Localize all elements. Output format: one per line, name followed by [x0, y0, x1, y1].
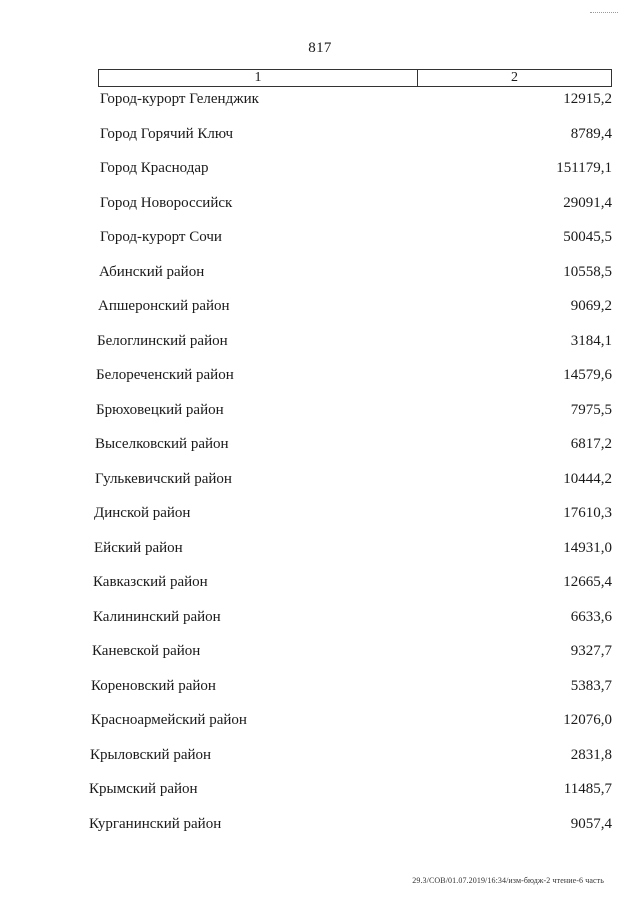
district-name: Белореченский район: [96, 367, 234, 383]
district-name: Выселковский район: [95, 436, 229, 452]
district-name: Город-курорт Геленджик: [100, 91, 259, 107]
district-name: Город-курорт Сочи: [100, 229, 222, 245]
district-name: Крыловский район: [90, 747, 212, 763]
district-value: 5383,7: [570, 678, 612, 694]
district-value: 11485,7: [563, 781, 612, 797]
district-name: Город Горячий Ключ: [100, 126, 234, 142]
district-value: 10444,2: [563, 471, 612, 487]
table-row: [95, 470, 612, 488]
table-row: [93, 573, 612, 591]
district-name: Курганинский район: [89, 816, 222, 832]
table-row: [96, 401, 612, 419]
district-value: 12076,0: [563, 712, 612, 728]
district-name: Брюховецкий район: [96, 402, 224, 418]
district-value: 14931,0: [563, 540, 612, 556]
table-row: [98, 297, 612, 315]
district-name: Каневской район: [92, 643, 201, 659]
district-name: Крымский район: [89, 781, 198, 797]
footer-note: 29.3/СОВ/01.07.2019/16:34/изм-бюдж-2 чтение-6 часть: [412, 876, 604, 885]
district-value: 10558,5: [563, 264, 612, 280]
table-row: [91, 677, 612, 695]
district-name: Абинский район: [99, 264, 205, 280]
district-value: 2831,8: [570, 747, 612, 763]
table-row: [93, 608, 612, 626]
table-row: [100, 125, 612, 143]
district-value: 7975,5: [570, 402, 612, 418]
table-row: [89, 815, 612, 833]
district-value: 29091,4: [563, 195, 612, 211]
table-row: [89, 780, 612, 798]
scan-top-mark: [590, 12, 618, 13]
table-row: [99, 263, 612, 281]
table-row: [95, 435, 612, 453]
district-name: Город Краснодар: [100, 160, 209, 176]
district-name: Кавказский район: [93, 574, 208, 590]
district-name: Кореновский район: [91, 678, 216, 694]
page-number: 817: [308, 40, 332, 56]
table-header-col-2: 2: [511, 70, 518, 85]
table-row: [91, 711, 612, 729]
district-name: Динской район: [94, 505, 191, 521]
table-row: [92, 642, 612, 660]
district-value: 9327,7: [570, 643, 612, 659]
table-row: [90, 746, 612, 764]
district-value: 12665,4: [563, 574, 612, 590]
district-value: 17610,3: [563, 505, 612, 521]
district-name: Гулькевичский район: [95, 471, 232, 487]
district-value: 8789,4: [570, 126, 612, 142]
table-row: [100, 194, 612, 212]
district-value: 9057,4: [570, 816, 612, 832]
district-name: Ейский район: [94, 540, 183, 556]
district-value: 14579,6: [563, 367, 612, 383]
district-value: 6817,2: [570, 436, 612, 452]
table-header-col-1: 1: [99, 70, 418, 86]
table-row: [100, 90, 612, 108]
district-value: 12915,2: [563, 91, 612, 107]
table-header: [98, 69, 612, 87]
table-row: [94, 539, 612, 557]
district-name: Красноармейский район: [91, 712, 247, 728]
district-value: 151179,1: [556, 160, 612, 176]
table-row: [94, 504, 612, 522]
table-row: [100, 228, 612, 246]
table-row: [97, 332, 612, 350]
district-name: Город Новороссийск: [100, 195, 233, 211]
table-row: [96, 366, 612, 384]
district-value: 9069,2: [570, 298, 612, 314]
district-name: Белоглинский район: [97, 333, 228, 349]
table-row: [100, 159, 612, 177]
district-name: Калининский район: [93, 609, 221, 625]
district-value: 6633,6: [570, 609, 612, 625]
district-name: Апшеронский район: [98, 298, 230, 314]
district-value: 50045,5: [563, 229, 612, 245]
district-value: 3184,1: [570, 333, 612, 349]
